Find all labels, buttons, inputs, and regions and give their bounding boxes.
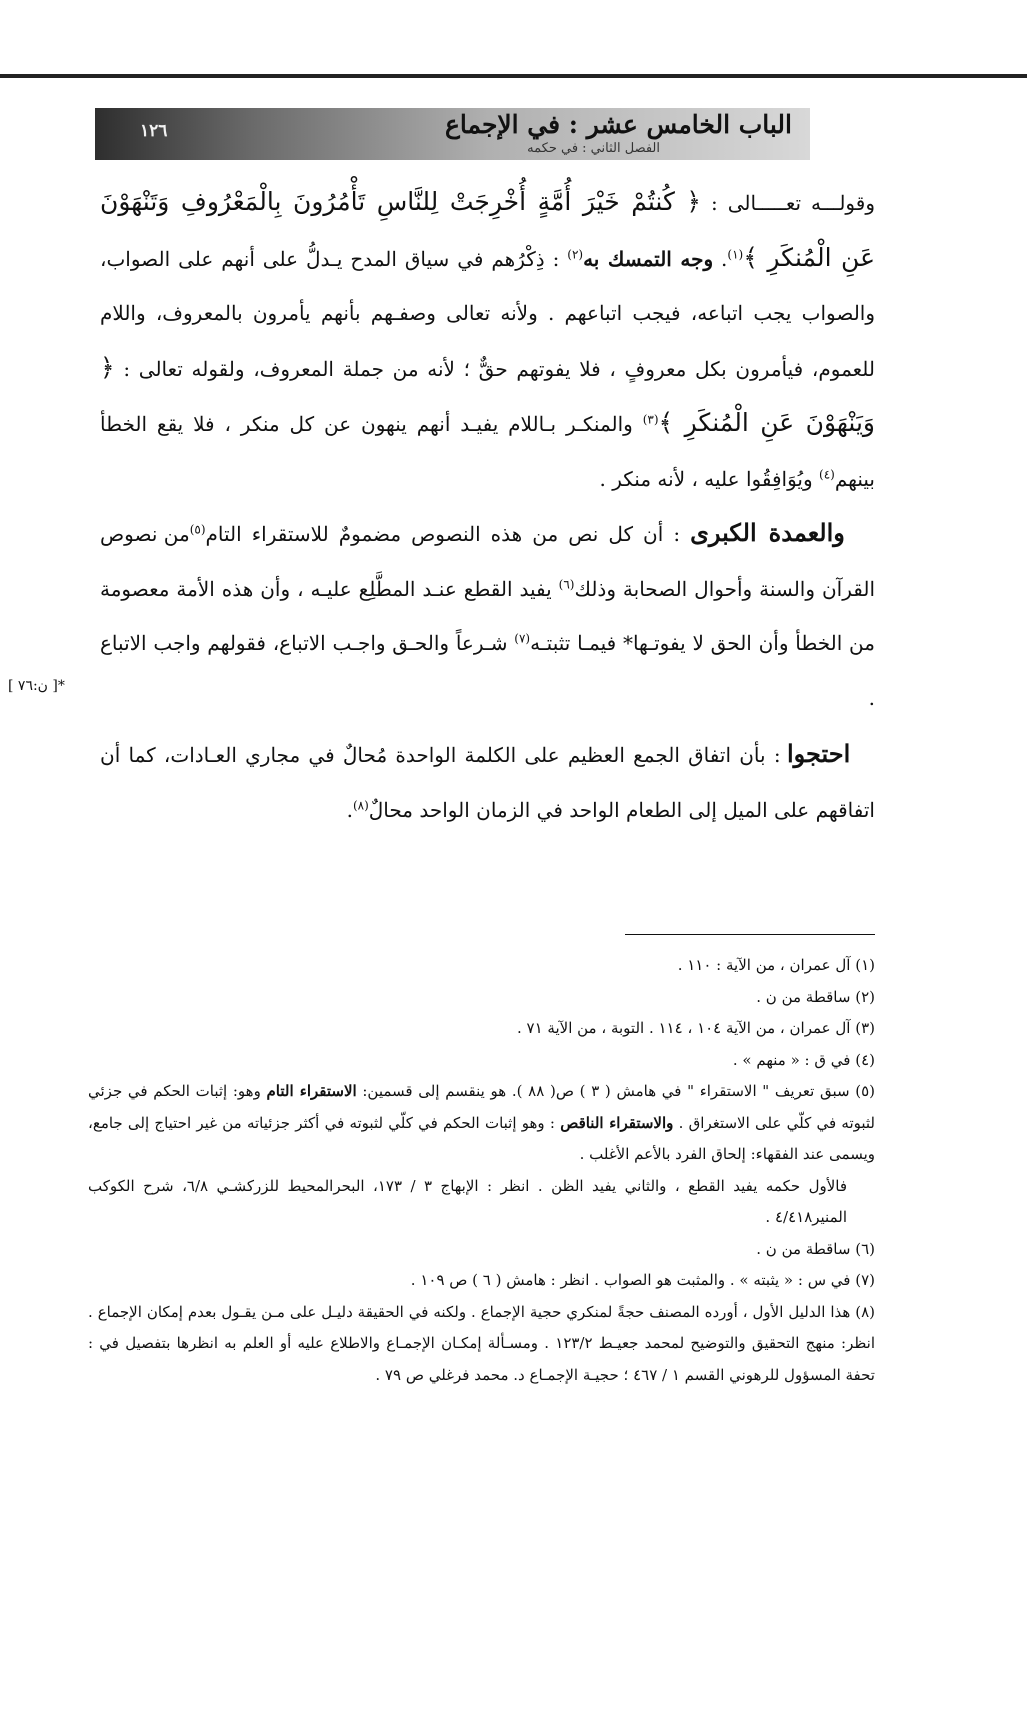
text-segment: يفيد القطع عنـد المطَّلِع عليـه ، وأن هذه الأمة معصومة من الخطأ وأن الحق لا يفوتـها* فيمـا تثبتـه [100, 576, 875, 655]
footnotes [88, 950, 875, 1391]
footnote-3: (٣) آل عمران ، من الآية ١٠٤ ، ١١٤ . التوبة ، من الآية ٧١ . [516, 1019, 875, 1037]
footnote-2: (٢) ساقطة من ن . [756, 987, 875, 1006]
footnote-ref: (٢) [567, 246, 584, 261]
footnote-separator [625, 934, 875, 935]
text-segment: : بأن اتفاق الجمع العظيم على الكلمة الواحدة مُحالٌ في مجاري العـادات، كما أن اتفاقهم على الميل إلى الطعام الواحد في الزمان الواحد محالٌ [100, 743, 875, 822]
page-number: ١٢٦ [140, 121, 168, 141]
footnote-5 [88, 1076, 875, 1171]
section-title: الفصل الثاني : في حكمه [527, 141, 660, 156]
footnote-ref: (٧) [514, 631, 531, 646]
top-rule [0, 74, 1027, 78]
text-segment: شـرعاً والحـق واجـب الاتباع، فقولهم واجب الاتباع . [100, 631, 875, 710]
footnote-ref: (١) [727, 246, 744, 261]
text-segment: : وهو إثبات الحكم في كلّي لثبوته في أكثر جزئياته من غير احتياج إلى جامع، ويسمى عند الفقهاء: إلحاق الفرد بالأعم الأغلب . [88, 1113, 875, 1163]
text-segment: : أن كل نص من هذه النصوص مضمومٌ للاستقراء التام [205, 522, 691, 546]
text-segment: وقولـــه تعـــــالى : [701, 191, 875, 215]
text-segment: . [346, 797, 353, 822]
footnote-8: (٨) هذا الدليل الأول ، أورده المصنف حجةً لمنكري حجية الإجماع . ولكنه في الحقيقة دليـل على مـن يقـول بعدم إمكان الإجماع . انظر: منهج التحقيق والتوضيح لمحمد جعيـط ١٢٣/٢ . ومسـألة إمكـان الإجمـاع والاطلاع عليه أو العلم به انظرها بتفصيل في : تحفة المسؤول للرهوني القسم ١ / ٤٦٧ ؛ حجيـة الإجمـاع د. محمد فرغلي ص ٧٩ . [88, 1302, 875, 1384]
footnote-4: (٤) في ق : « منهم » . [732, 1050, 875, 1069]
footnote-1: (١) آل عمران ، من الآية : ١١٠ . [677, 956, 875, 974]
quran-verse: ﴿ وَيَنْهَوْنَ عَنِ الْمُنكَرِ ﴾ [100, 352, 875, 437]
lead-term: احتجوا [786, 739, 851, 768]
footnote-6: (٦) ساقطة من ن . [756, 1239, 875, 1258]
footnote-ref: (٦) [558, 576, 575, 591]
footnote-5-continued: فالأول حكمه يفيد القطع ، والثاني يفيد الظن . انظر : الإبهاج ٣ / ١٧٣، البحرالمحيط للزركشـي ٦/٨، شرح الكوكب المنير٤/٤١٨ . [88, 1176, 848, 1226]
text-segment: . [713, 246, 728, 271]
running-header [95, 108, 810, 160]
footnote-7: (٧) في س : « يثبته » . والمثبت هو الصواب . انظر : هامش ( ٦ ) ص ١٠٩ . [410, 1271, 875, 1289]
footnote-ref: (٨) [352, 797, 369, 812]
footnote-ref: (٥) [189, 522, 206, 537]
chapter-title: الباب الخامس عشر : في الإجماع [444, 110, 792, 139]
emphasis-term: وجه التمسك به [583, 246, 714, 271]
text-segment: وهو: إثبات الحكم في جزئي لثبوته في كلّي على الاستغراق . [88, 1082, 875, 1132]
text-segment: ويُوَافِقُوا عليه ، لأنه منكر . [599, 466, 819, 491]
text-segment: (٥) سبق تعريف " الاستقراء " في هامش ( ٣ ) ص( ٨٨ ). هو ينقسم إلى قسمين: [356, 1082, 876, 1100]
margin-page-note: *[ ن:٧٦ ] [8, 678, 65, 694]
quran-verse: ﴿ كُنتُمْ خَيْرَ أُمَّةٍ أُخْرِجَتْ لِلنَّاسِ تَأْمُرُونَ بِالْمَعْرُوفِ وَتَنْهَوْنَ عَنِ الْمُنكَرِ ﴾ [100, 187, 875, 272]
text-segment: من نصوص القرآن والسنة وأحوال الصحابة وذلك [100, 522, 876, 601]
emphasis-term: الاستقراء التام [266, 1082, 357, 1100]
footnote-ref: (٣) [642, 412, 659, 427]
lead-term: والعمدة الكبرى [690, 518, 845, 547]
footnote-ref: (٤) [819, 466, 835, 481]
paragraph-3 [100, 727, 875, 837]
text-segment: : ذِكْرُهم في سياق المدح يـدلُّ على أنهم على الصواب، والصواب يجب اتباعه، فيجب اتباعهم . ولأنه تعالى وصفـهم بأنهم يأمرون بالمعروف، واللام للعموم، فيأمرون بكل معروفٍ ، فلا يفوتهم حقٌّ ؛ لأنه من جملة المعروف، ولقوله تعالى : [100, 246, 875, 381]
main-text [100, 175, 875, 837]
paragraph-1 [100, 175, 875, 506]
emphasis-term: والاستقراء الناقص [560, 1113, 674, 1132]
text-segment: والمنكـر بـاللام يفيـد أنهم ينهون عن كل منكر ، فلا يقع الخطأ بينهم [100, 412, 875, 491]
paragraph-2 [100, 506, 875, 725]
